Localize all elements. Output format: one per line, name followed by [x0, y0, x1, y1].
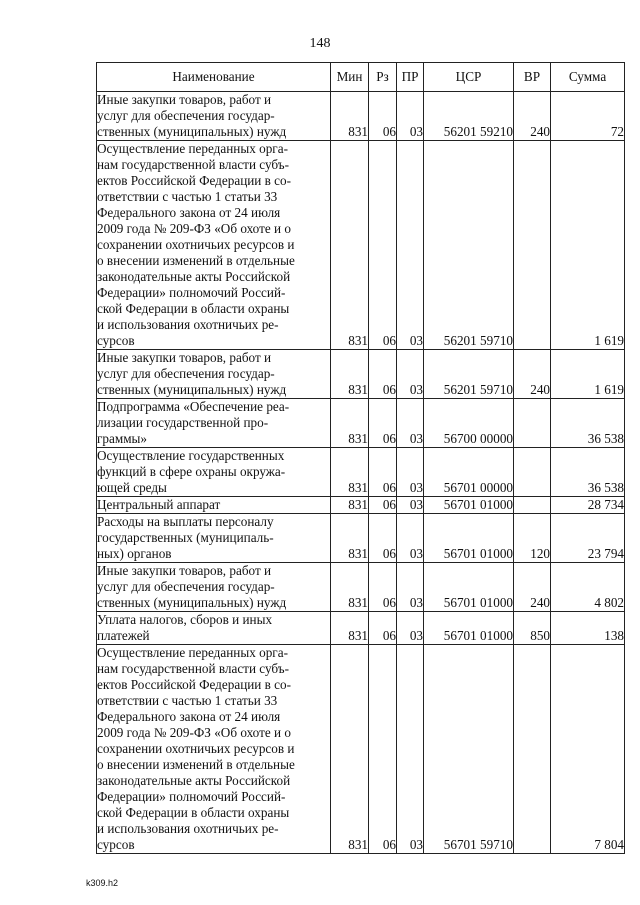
cell-min: 831 [331, 645, 369, 854]
row-name-line: Федерации» полномочий Россий- [97, 285, 286, 300]
cell-vr [514, 645, 551, 854]
footer-code: k309.h2 [86, 878, 119, 888]
table-row [97, 350, 625, 399]
row-name-line: услуг для обеспечения государ- [97, 366, 275, 381]
cell-min: 831 [331, 497, 369, 514]
table-row [97, 141, 625, 350]
table-row [97, 645, 625, 854]
cell-vr [514, 141, 551, 350]
row-name-line: функций в сфере охраны окружа- [97, 464, 286, 479]
cell-rz: 06 [369, 92, 397, 141]
row-name-line: Осуществление государственных [97, 448, 285, 463]
row-name-line: Федерального закона от 24 июля [97, 709, 281, 724]
row-name-line: лизации государственной про- [97, 415, 269, 430]
table-row [97, 92, 625, 141]
cell-sum: 138 [551, 612, 625, 645]
cell-rz: 06 [369, 563, 397, 612]
table-row [97, 497, 625, 514]
row-name-line: о внесении изменений в отдельные [97, 253, 295, 268]
row-name [97, 612, 331, 645]
cell-pr: 03 [397, 92, 424, 141]
row-name [97, 92, 331, 141]
cell-sum: 36 538 [551, 399, 625, 448]
cell-rz: 06 [369, 645, 397, 854]
cell-rz: 06 [369, 448, 397, 497]
row-name-line: ской Федерации в области охраны [97, 301, 290, 316]
row-name [97, 514, 331, 563]
row-name [97, 497, 331, 514]
cell-vr [514, 399, 551, 448]
cell-vr [514, 497, 551, 514]
cell-sum: 28 734 [551, 497, 625, 514]
cell-pr: 03 [397, 514, 424, 563]
cell-csr: 56701 00000 [424, 448, 514, 497]
header-name: Наименование [97, 63, 331, 92]
cell-csr: 56201 59710 [424, 141, 514, 350]
header-csr: ЦСР [424, 63, 514, 92]
cell-pr: 03 [397, 141, 424, 350]
row-name-line: ответствии с частью 1 статьи 33 [97, 189, 278, 204]
row-name-line: Федерального закона от 24 июля [97, 205, 281, 220]
table-row [97, 612, 625, 645]
row-name-line: нам государственной власти субъ- [97, 661, 289, 676]
cell-vr [514, 448, 551, 497]
cell-csr: 56701 59710 [424, 645, 514, 854]
cell-rz: 06 [369, 514, 397, 563]
row-name-line: о внесении изменений в отдельные [97, 757, 295, 772]
cell-rz: 06 [369, 612, 397, 645]
table-row [97, 514, 625, 563]
row-name-line: платежей [97, 628, 150, 643]
cell-rz: 06 [369, 141, 397, 350]
cell-csr: 56701 01000 [424, 612, 514, 645]
cell-sum: 36 538 [551, 448, 625, 497]
cell-vr: 240 [514, 563, 551, 612]
row-name-line: ственных (муниципальных) нужд [97, 382, 287, 397]
row-name-line: нам государственной власти субъ- [97, 157, 289, 172]
page-number: 148 [309, 36, 331, 51]
row-name-line: сурсов [97, 837, 135, 852]
cell-pr: 03 [397, 612, 424, 645]
cell-min: 831 [331, 92, 369, 141]
cell-rz: 06 [369, 399, 397, 448]
cell-pr: 03 [397, 497, 424, 514]
cell-min: 831 [331, 399, 369, 448]
row-name-line: ской Федерации в области охраны [97, 805, 290, 820]
cell-rz: 06 [369, 350, 397, 399]
row-name-line: ектов Российской Федерации в со- [97, 173, 292, 188]
cell-vr: 850 [514, 612, 551, 645]
cell-csr: 56701 01000 [424, 497, 514, 514]
row-name-line: и использования охотничьих ре- [97, 821, 279, 836]
row-name-line: сурсов [97, 333, 135, 348]
header-vr: ВР [514, 63, 551, 92]
cell-min: 831 [331, 141, 369, 350]
row-name-line: Иные закупки товаров, работ и [97, 350, 272, 365]
row-name-line: сохранении охотничьих ресурсов и [97, 741, 295, 756]
cell-vr: 240 [514, 92, 551, 141]
row-name-line: ных) органов [97, 546, 172, 561]
row-name-line: законодательные акты Российской [97, 269, 291, 284]
cell-csr: 56201 59710 [424, 350, 514, 399]
row-name-line: государственных (муниципаль- [97, 530, 274, 545]
row-name-line: ответствии с частью 1 статьи 33 [97, 693, 278, 708]
cell-pr: 03 [397, 399, 424, 448]
header-row [97, 63, 625, 92]
row-name-line: услуг для обеспечения государ- [97, 108, 275, 123]
cell-vr: 120 [514, 514, 551, 563]
cell-pr: 03 [397, 350, 424, 399]
header-min: Мин [331, 63, 369, 92]
cell-sum: 7 804 [551, 645, 625, 854]
table-row [97, 563, 625, 612]
cell-sum: 1 619 [551, 350, 625, 399]
row-name [97, 563, 331, 612]
cell-min: 831 [331, 563, 369, 612]
budget-table [96, 62, 625, 854]
table-row [97, 399, 625, 448]
row-name-line: услуг для обеспечения государ- [97, 579, 275, 594]
row-name-line: Расходы на выплаты персоналу [97, 514, 274, 529]
cell-sum: 1 619 [551, 141, 625, 350]
cell-csr: 56201 59210 [424, 92, 514, 141]
header-rz: Рз [369, 63, 397, 92]
cell-sum: 23 794 [551, 514, 625, 563]
table-row [97, 448, 625, 497]
header-sum: Сумма [551, 63, 625, 92]
row-name [97, 448, 331, 497]
cell-pr: 03 [397, 448, 424, 497]
row-name [97, 399, 331, 448]
row-name-line: Иные закупки товаров, работ и [97, 563, 272, 578]
cell-sum: 4 802 [551, 563, 625, 612]
row-name-line: Федерации» полномочий Россий- [97, 789, 286, 804]
row-name-line: граммы» [97, 431, 148, 446]
row-name-line: 2009 года № 209-ФЗ «Об охоте и о [97, 221, 291, 236]
row-name-line: Подпрограмма «Обеспечение реа- [97, 399, 290, 414]
row-name-line: и использования охотничьих ре- [97, 317, 279, 332]
row-name-line: законодательные акты Российской [97, 773, 291, 788]
cell-min: 831 [331, 448, 369, 497]
row-name-line: сохранении охотничьих ресурсов и [97, 237, 295, 252]
row-name-line: Иные закупки товаров, работ и [97, 92, 272, 107]
cell-csr: 56701 01000 [424, 514, 514, 563]
row-name-line: ственных (муниципальных) нужд [97, 124, 287, 139]
row-name [97, 350, 331, 399]
row-name-line: ющей среды [97, 480, 167, 495]
cell-csr: 56700 00000 [424, 399, 514, 448]
row-name [97, 141, 331, 350]
cell-csr: 56701 01000 [424, 563, 514, 612]
row-name-line: Осуществление переданных орга- [97, 645, 288, 660]
cell-pr: 03 [397, 563, 424, 612]
row-name-line: 2009 года № 209-ФЗ «Об охоте и о [97, 725, 291, 740]
cell-sum: 72 [551, 92, 625, 141]
header-pr: ПР [397, 63, 424, 92]
cell-rz: 06 [369, 497, 397, 514]
row-name [97, 645, 331, 854]
cell-min: 831 [331, 514, 369, 563]
cell-min: 831 [331, 350, 369, 399]
cell-min: 831 [331, 612, 369, 645]
row-name-line: Уплата налогов, сборов и иных [97, 612, 273, 627]
row-name-line: ственных (муниципальных) нужд [97, 595, 287, 610]
row-name-line: Осуществление переданных орга- [97, 141, 288, 156]
cell-vr: 240 [514, 350, 551, 399]
row-name-line: ектов Российской Федерации в со- [97, 677, 292, 692]
row-name-line: Центральный аппарат [97, 497, 221, 512]
cell-pr: 03 [397, 645, 424, 854]
